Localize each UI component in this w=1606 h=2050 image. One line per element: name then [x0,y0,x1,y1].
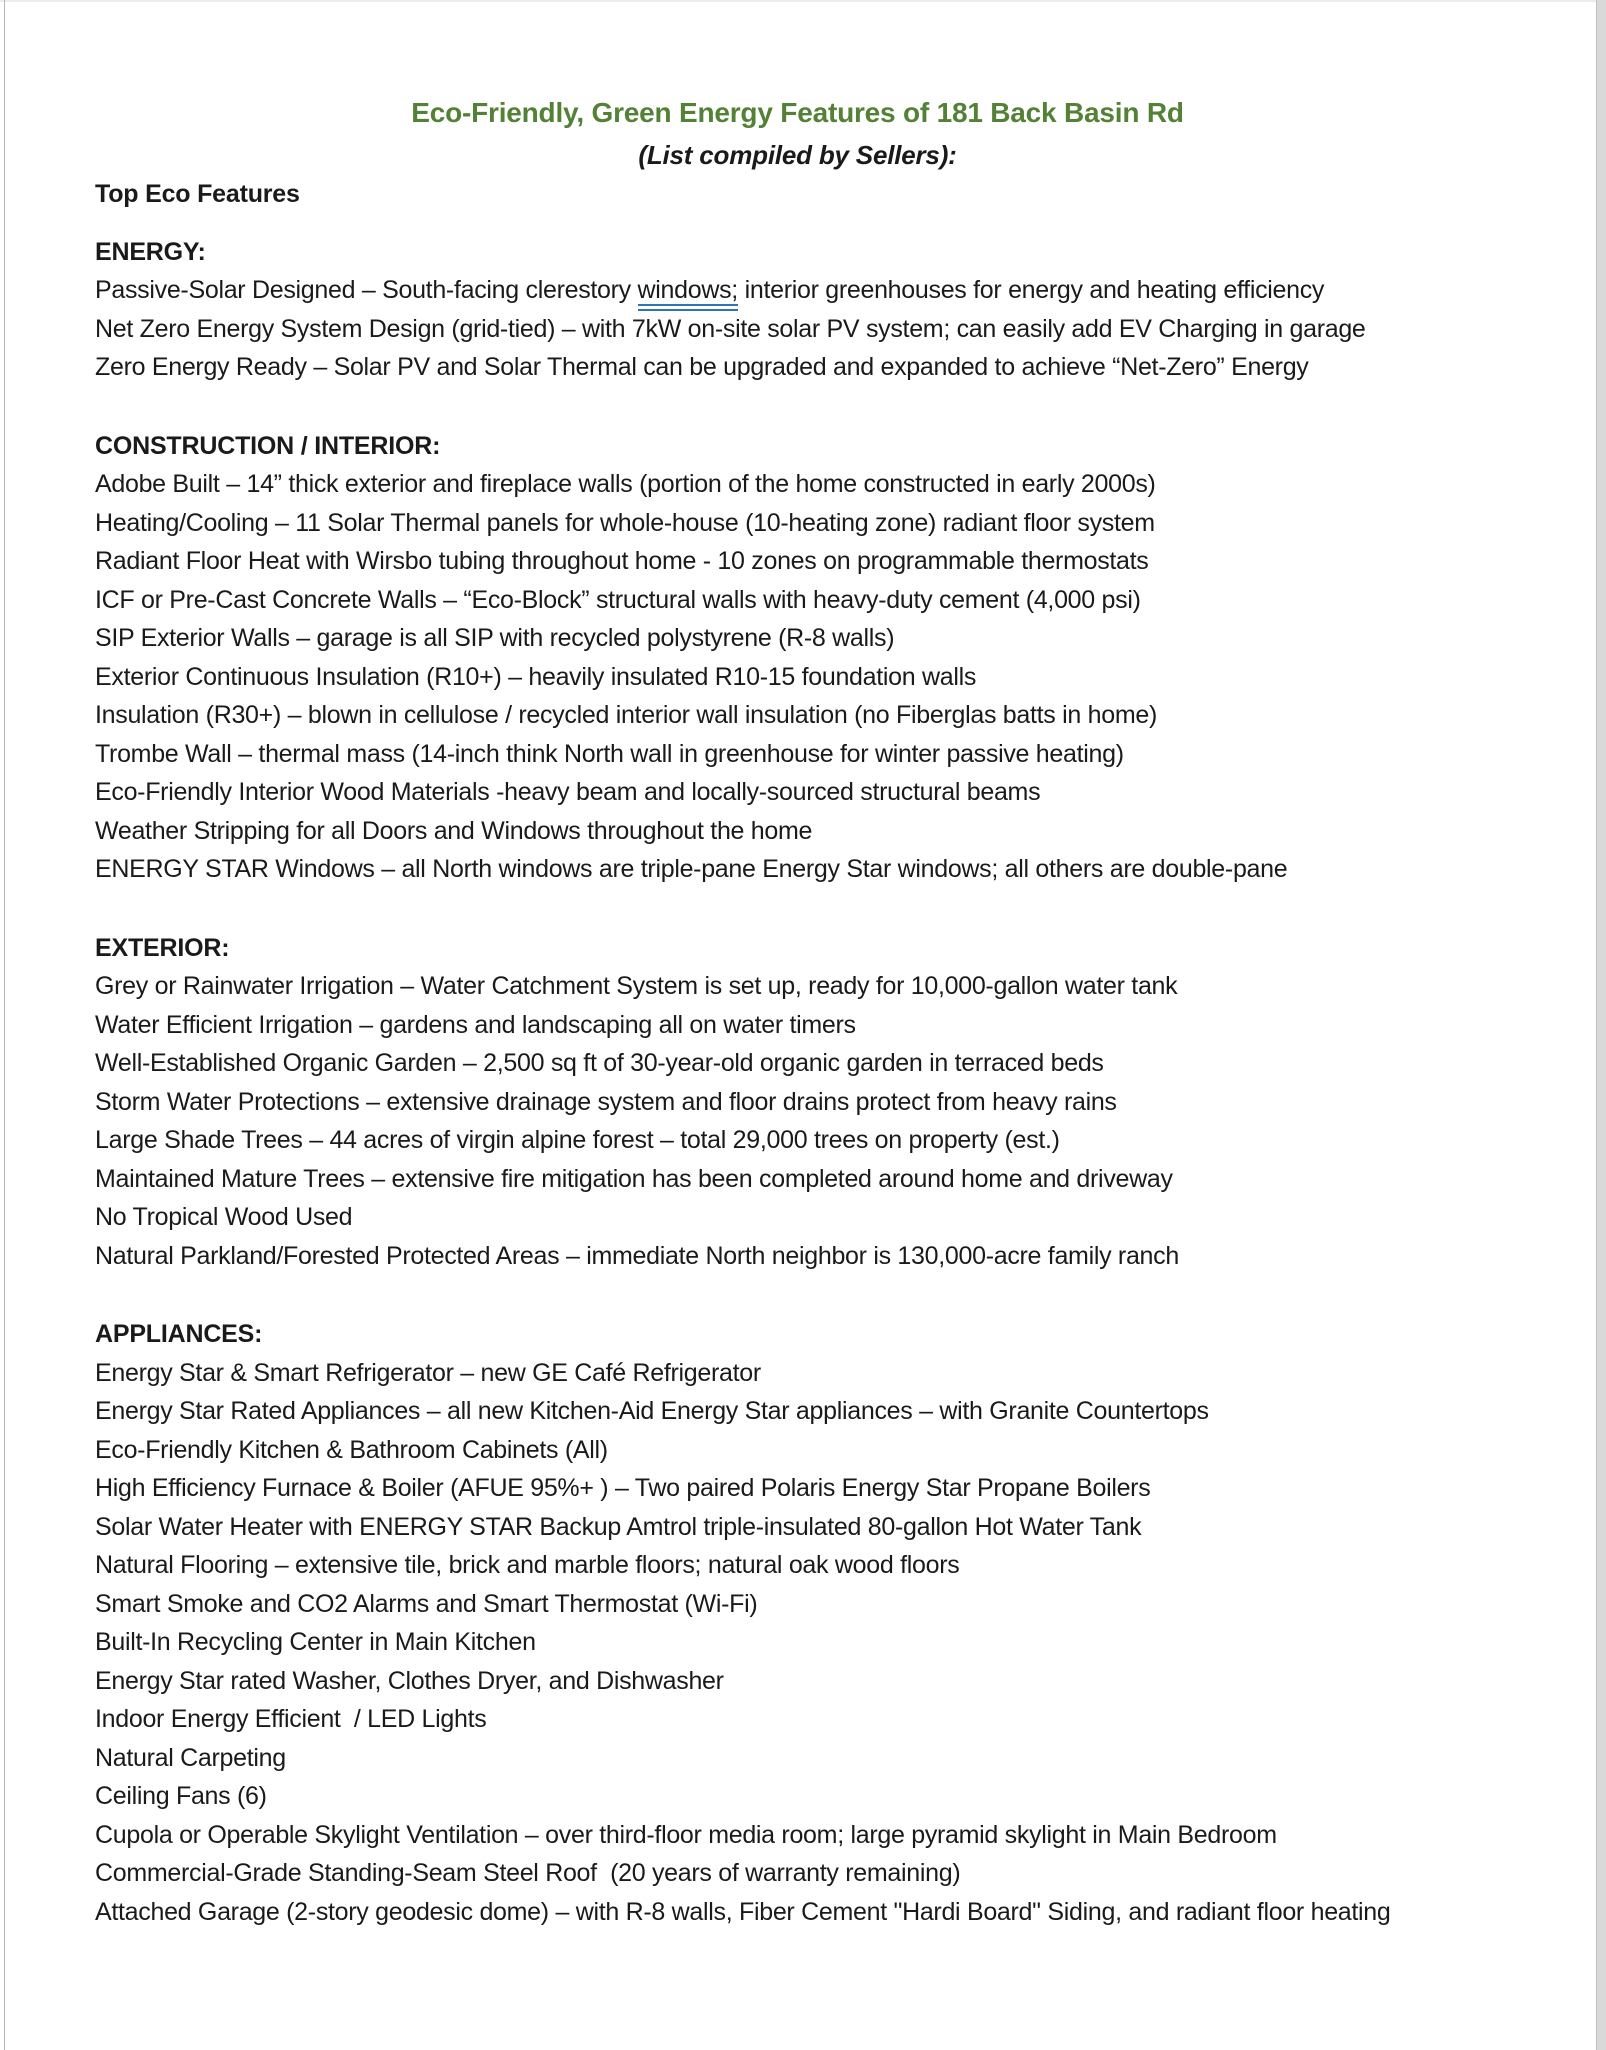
feature-line: Weather Stripping for all Doors and Windows throughout the home [95,816,813,845]
feature-line: Natural Carpeting [95,1743,286,1772]
feature-line: High Efficiency Furnace & Boiler (AFUE 95%+ ) – Two paired Polaris Energy Star Propane Boilers [95,1474,1151,1502]
list-label: Top Eco Features [95,180,300,208]
feature-line: Heating/Cooling – 11 Solar Thermal panels for whole-house (10-heating zone) radiant floor system [95,508,1155,537]
feature-line: Large Shade Trees – 44 acres of virgin alpine forest – total 29,000 trees on property (est.) [95,1126,1060,1154]
feature-line: Indoor Energy Efficient / LED Lights [95,1705,487,1733]
page-subtitle: (List compiled by Sellers): [638,140,957,170]
feature-line: Natural Flooring – extensive tile, brick and marble floors; natural oak wood floors [95,1551,960,1579]
section-energy [95,233,1500,387]
feature-line: Grey or Rainwater Irrigation – Water Catchment System is set up, ready for 10,000-gallon water tank [95,972,1178,1000]
feature-line: Radiant Floor Heat with Wirsbo tubing throughout home - 10 zones on programmable thermostats [95,547,1149,575]
feature-line: Ceiling Fans (6) [95,1782,267,1810]
feature-line: Commercial-Grade Standing-Seam Steel Roof (20 years of warranty remaining) [95,1859,961,1887]
feature-line: No Tropical Wood Used [95,1203,353,1231]
feature-line: Trombe Wall – thermal mass (14-inch think North wall in greenhouse for winter passive heating) [95,739,1124,768]
feature-text: Passive-Solar Designed – South-facing clerestory [95,276,638,304]
feature-line: Attached Garage (2-story geodesic dome) – with R-8 walls, Fiber Cement "Hardi Board" Siding, and radiant floor heating [95,1897,1391,1926]
feature-line: Well-Established Organic Garden – 2,500 sq ft of 30-year-old organic garden in terraced beds [95,1049,1104,1077]
feature-line: Zero Energy Ready – Solar PV and Solar Thermal can be upgraded and expanded to achieve “Net-Zero” Energy [95,353,1309,381]
feature-line: Natural Parkland/Forested Protected Areas – immediate North neighbor is 130,000-acre family ranch [95,1241,1179,1270]
feature-line: Energy Star rated Washer, Clothes Dryer, and Dishwasher [95,1666,724,1695]
feature-line: SIP Exterior Walls – garage is all SIP with recycled polystyrene (R-8 walls) [95,624,895,652]
feature-line: Water Efficient Irrigation – gardens and landscaping all on water timers [95,1010,856,1039]
feature-line: Maintained Mature Trees – extensive fire mitigation has been completed around home and driveway [95,1164,1173,1193]
feature-line: Eco-Friendly Interior Wood Materials -heavy beam and locally-sourced structural beams [95,778,1041,806]
feature-line: Cupola or Operable Skylight Ventilation – over third-floor media room; large pyramid skylight in Main Bedroom [95,1820,1277,1849]
feature-line: ENERGY STAR Windows – all North windows are triple-pane Energy Star windows; all others are double-pane [95,855,1288,883]
section-heading: EXTERIOR: [95,933,230,962]
section-exterior [95,929,1500,1276]
page-title: Eco-Friendly, Green Energy Features of 181 Back Basin Rd [411,97,1184,128]
feature-line: Eco-Friendly Kitchen & Bathroom Cabinets (All) [95,1435,608,1464]
feature-line: Exterior Continuous Insulation (R10+) – heavily insulated R10-15 foundation walls [95,662,977,691]
feature-line: Built-In Recycling Center in Main Kitchen [95,1628,536,1656]
page-edge-right [1596,0,1606,2050]
feature-line: Adobe Built – 14” thick exterior and fireplace walls (portion of the home constructed in early 2000s) [95,470,1156,498]
section-construction-interior [95,427,1500,889]
section-appliances [95,1315,1500,1931]
feature-line: Energy Star Rated Appliances – all new Kitchen-Aid Energy Star appliances – with Granite Countertops [95,1397,1209,1425]
feature-line: Storm Water Protections – extensive drainage system and floor drains protect from heavy rains [95,1087,1117,1116]
feature-line: Energy Star & Smart Refrigerator – new GE Café Refrigerator [95,1358,761,1387]
feature-line: Smart Smoke and CO2 Alarms and Smart Thermostat (Wi-Fi) [95,1589,758,1618]
feature-text: interior greenhouses for energy and heating efficiency [737,276,1325,304]
section-heading: APPLIANCES: [95,1320,263,1348]
feature-line [95,271,1500,310]
feature-line: Insulation (R30+) – blown in cellulose / recycled interior wall insulation (no Fiberglas batts in home) [95,701,1157,729]
feature-line: Solar Water Heater with ENERGY STAR Backup Amtrol triple-insulated 80-gallon Hot Water Tank [95,1512,1142,1541]
feature-line: Net Zero Energy System Design (grid-tied) – with 7kW on-site solar PV system; can easily add EV Charging in garage [95,314,1366,343]
section-heading: CONSTRUCTION / INTERIOR: [95,431,441,460]
feature-line: ICF or Pre-Cast Concrete Walls – “Eco-Block” structural walls with heavy-duty cement (4,000 psi) [95,585,1141,614]
proofing-underlined-word: windows; [638,276,738,311]
section-heading: ENERGY: [95,237,206,266]
